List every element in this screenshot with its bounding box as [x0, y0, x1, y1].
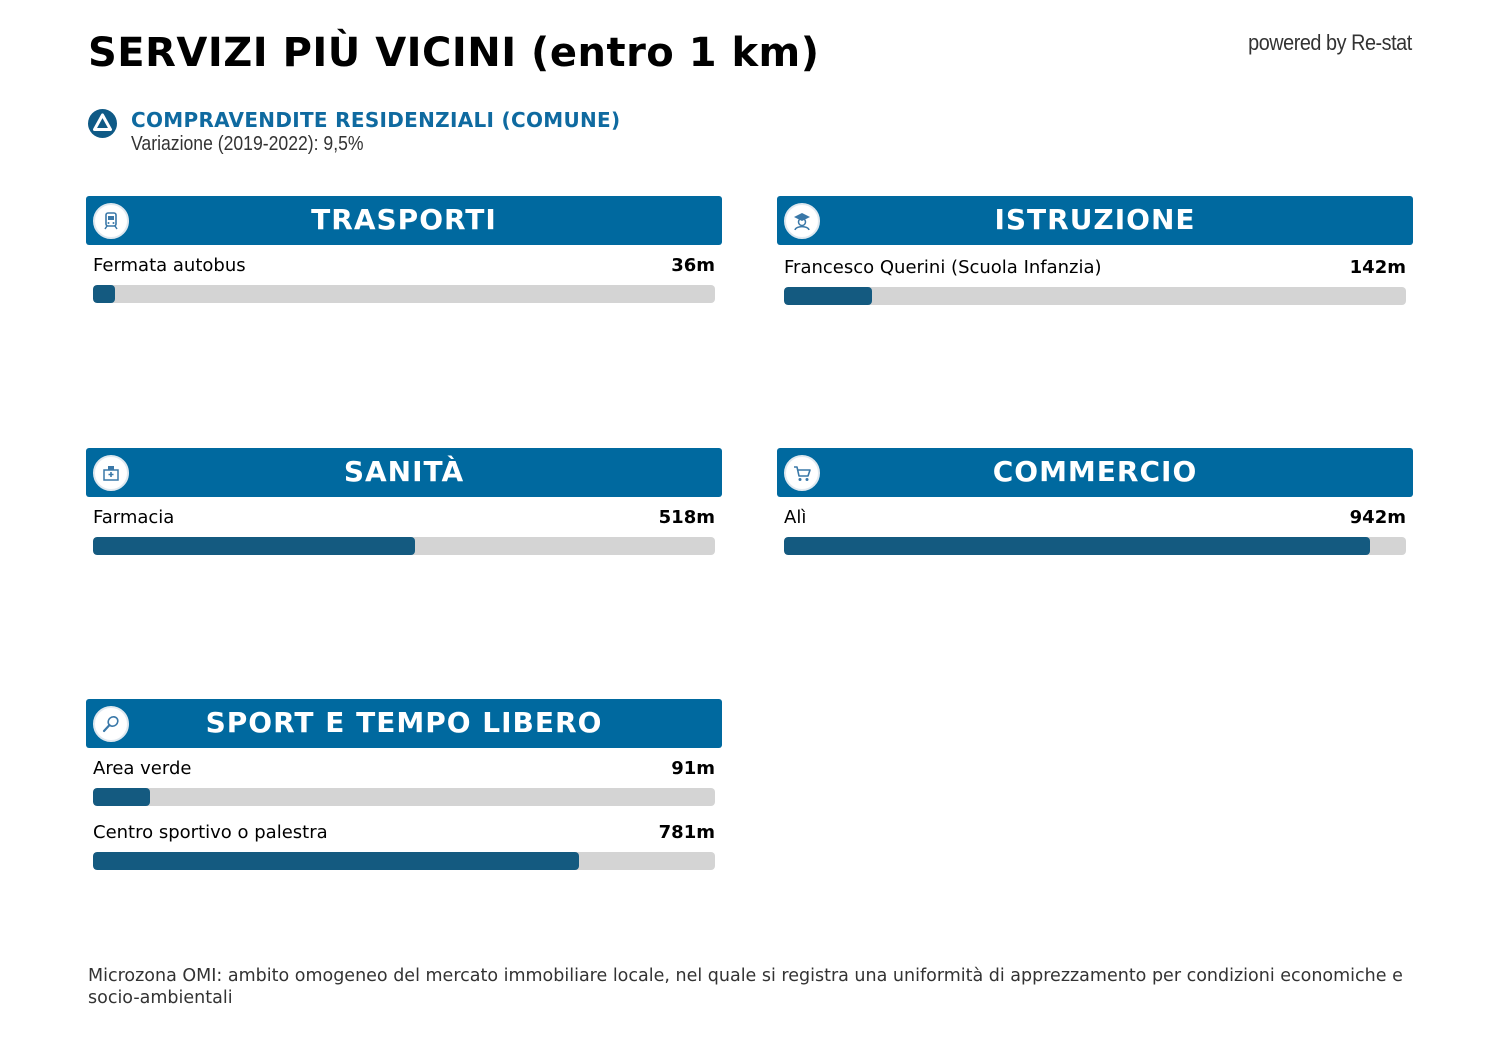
distance-bar	[93, 852, 715, 870]
distance-value: 942m	[1349, 507, 1406, 528]
service-label: Francesco Querini (Scuola Infanzia)	[784, 257, 1102, 278]
powered-by-label: powered by Re-stat	[1248, 30, 1412, 55]
card-header	[86, 196, 722, 245]
distance-bar-fill	[784, 537, 1370, 555]
distance-bar	[93, 788, 715, 806]
list-item	[784, 247, 1406, 311]
list-item	[93, 748, 715, 812]
distance-bar-fill	[93, 852, 579, 870]
page-title: SERVIZI PIÙ VICINI (entro 1 km)	[88, 30, 820, 76]
card-title: SANITÀ	[343, 455, 465, 488]
list-item	[93, 497, 715, 561]
distance-value: 142m	[1349, 257, 1406, 278]
service-label: Centro sportivo o palestra	[93, 822, 328, 843]
card-sport	[86, 699, 722, 876]
distance-bar-fill	[93, 537, 415, 555]
card-header	[86, 448, 722, 497]
stat-subtitle: Variazione (2019-2022): 9,5%	[131, 133, 364, 155]
card-title: TRASPORTI	[311, 203, 497, 236]
card-header	[86, 699, 722, 748]
distance-bar	[93, 537, 715, 555]
card-commercio	[777, 448, 1413, 561]
distance-value: 518m	[658, 507, 715, 528]
distance-value: 91m	[671, 758, 715, 779]
list-item	[784, 497, 1406, 561]
service-label: Fermata autobus	[93, 255, 246, 276]
service-label: Farmacia	[93, 507, 175, 528]
card-istruzione	[777, 196, 1413, 311]
card-trasporti	[86, 196, 722, 309]
distance-bar-fill	[93, 285, 115, 303]
distance-bar	[93, 285, 715, 303]
distance-value: 781m	[658, 822, 715, 843]
distance-bar	[784, 287, 1406, 305]
distance-bar-fill	[784, 287, 872, 305]
card-sanita	[86, 448, 722, 561]
stat-title: COMPRAVENDITE RESIDENZIALI (COMUNE)	[131, 108, 621, 132]
service-label: Area verde	[93, 758, 192, 779]
list-item	[93, 245, 715, 309]
card-header	[777, 196, 1413, 245]
footnote: Microzona OMI: ambito omogeneo del mercato immobiliare locale, nel quale si registra una uniformità di apprezzamento per condizioni economiche e socio-ambientali	[88, 966, 1403, 1008]
card-title: ISTRUZIONE	[994, 203, 1196, 236]
distance-bar	[784, 537, 1406, 555]
list-item	[93, 812, 715, 876]
card-header	[777, 448, 1413, 497]
distance-bar-fill	[93, 788, 150, 806]
service-label: Alì	[784, 507, 807, 528]
card-title: SPORT E TEMPO LIBERO	[205, 706, 603, 739]
distance-value: 36m	[671, 255, 715, 276]
card-title: COMMERCIO	[992, 455, 1198, 488]
triangle-up-icon	[88, 109, 117, 138]
